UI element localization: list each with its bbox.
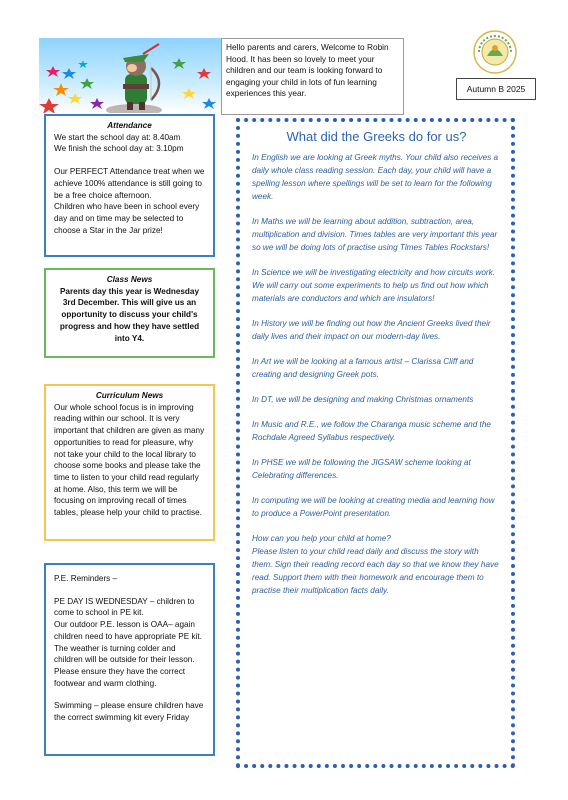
attendance-line-finish: We finish the school day at: 3.10pm [54, 144, 184, 154]
computing-paragraph: In computing we will be looking at creating media and learning how to produce a PowerPoint presentation. [252, 496, 495, 518]
art-paragraph: In Art we will be looking at a famous artist – Clarissa Cliff and creating and designing Greek pots. [252, 357, 474, 379]
english-paragraph: In English we are looking at Greek myths. Your child also receives a daily whole class reading session. Each day, your child will have a spelling lesson where spellings will be set to learn for the following week. [252, 153, 499, 201]
pe-outdoor: Our outdoor P.E. lesson is OAA– again children need to have appropriate PE kit. The weather is turning colder and children will be outside for their lesson. Please ensure they have the correct footwear and warm clothing. [54, 620, 202, 688]
class-news-text: Parents day this year is Wednesday 3rd December. This will give us an opportunity to discuss your child's progress and how they have settled into Y4. [59, 286, 200, 343]
music-re-paragraph: In Music and R.E., we follow the Charanga music scheme and the Rochdale Agreed Syllabus respectively. [252, 420, 491, 442]
phse-paragraph: In PHSE we will be following the JIGSAW scheme looking at Celebrating differences. [252, 458, 471, 480]
attendance-line-start: We start the school day at: 8.40am [54, 132, 181, 142]
pe-swimming: Swimming – please ensure children have the correct swimming kit every Friday [54, 701, 204, 723]
dt-paragraph: In DT, we will be designing and making Christmas ornaments [252, 395, 474, 404]
pe-day: PE DAY IS WEDNESDAY – children to come to school in PE kit. [54, 596, 195, 618]
help-text: Please listen to your child read daily and discuss the story with them. Sign their reading record each day so that we know they have read. Support them with their homework and encourage them to practise their multiplication facts daily. [252, 547, 499, 595]
attendance-heading: Attendance [107, 121, 152, 130]
spacer [54, 155, 205, 166]
maths-paragraph: In Maths we will be learning about addition, subtraction, area, multiplication and division. Times tables are very important this year so we will be doing lots of practise using Times Tables Rockstars! [252, 217, 498, 252]
school-logo [471, 28, 519, 76]
science-paragraph: In Science we will be investigating electricity and how circuits work. We will carry out some experiments to help us find out how which materials are conductors and which are insulators! [252, 268, 495, 303]
pe-heading: P.E. Reminders – [54, 574, 118, 583]
curriculum-news-heading: Curriculum News [95, 391, 164, 400]
attendance-star-jar: Children who have been in school every day and on time may be selected to choose a Star in the Jar prize! [54, 202, 200, 235]
help-heading: How can you help your child at home? [252, 534, 391, 543]
class-news-box [44, 268, 215, 358]
main-title: What did the Greeks do for us? [286, 129, 467, 144]
curriculum-news-box [44, 384, 215, 541]
curriculum-overview-box [236, 118, 515, 768]
attendance-box [44, 114, 215, 257]
curriculum-news-text: Our whole school focus is in improving reading within our school. It is very important that children are given as many opportunities to read for pleasure, why not take your child to the local library to choose some books and please take the time to listen to your child read regularly at home. Also, this term we will be focusing on improving recall of times tables, please help your child to practise. [54, 402, 205, 518]
attendance-treat: Our PERFECT Attendance treat when we achieve 100% attendance is still going to be a free choice afternoon. [54, 167, 205, 200]
pe-reminders-box [44, 563, 215, 756]
term-label: Autumn B 2025 [456, 78, 536, 100]
welcome-box [221, 38, 404, 115]
spacer [54, 689, 205, 700]
spacer [54, 585, 205, 596]
robin-hood-illustration [39, 38, 221, 113]
welcome-text: Hello parents and carers, Welcome to Robin Hood. It has been so lovely to meet your children and our team is looking forward to engaging your child in lots of fun learning experiences this year. [226, 42, 389, 99]
history-paragraph: In History we will be finding out how the Ancient Greeks lived their daily lives and their impact on our modern-day lives. [252, 319, 491, 341]
class-news-heading: Class News [106, 275, 153, 284]
